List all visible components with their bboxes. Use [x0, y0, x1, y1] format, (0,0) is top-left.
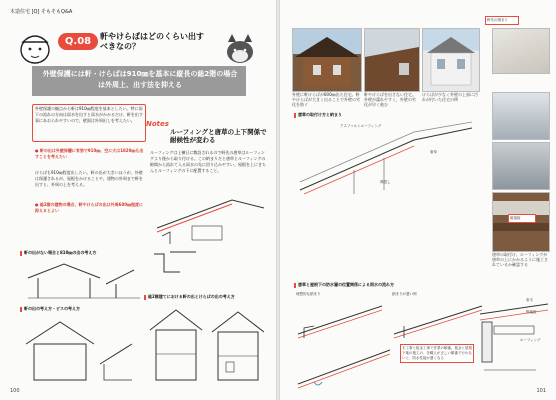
page-number-right: 101: [536, 388, 546, 394]
photo-caption-2: 軒やけらばを出さない住宅。外壁が濡れやすく、外壁の劣化が早く進む: [364, 92, 416, 107]
photo-caption-1: 外壁に軒けらばが800㎜出た住宅。軒やけらばが大きく出ることで外壁の劣化を防ぐ: [292, 92, 360, 107]
diagram-1-caption: 唐草の取付け方と納まり: [294, 112, 342, 118]
label-asphalt-roofing: アスファルトルーフィング: [340, 124, 382, 128]
notes-label: Notes: [146, 120, 169, 128]
body-paragraph-1: 外壁保護の観点から軒は910㎜程度を基本としたい。特に雨下の流れの方向は雨水を出すと雨水がかかるだけ、軒を出す事にあおられやすいので、壁面は外周出しを考えたい。: [35, 106, 143, 123]
annotation-callout: 木工事と板金工事で作業の順番。板金と屋根下地の施工の、各職人が正しい順番で行わないと、防水性能が悪くなる: [400, 344, 474, 363]
figure-3-caption: 総2階建てにおける軒の出とけらばの出の考え方: [144, 294, 235, 300]
photo-callout-top: 軒先の納まり: [485, 16, 519, 25]
fascia-section-diagram: [476, 300, 552, 386]
good-flashing-diagram: [294, 298, 386, 342]
red-note-2: ● 総2階の建物の場合、軒やけらばの出は外周600㎜程度に抑えるとよい: [35, 202, 144, 213]
red-note-1: ● 軒の出は外壁保護に有効で910㎜、空に大は1820㎜も出すことを考えたい: [35, 148, 144, 159]
figure-2-caption: 軒の出の考え方・ピスの考え方: [20, 306, 80, 312]
eaves-screw-figure: [20, 314, 140, 386]
notes-title: ルーフィングと唐草の上下関係で耐候性が変わる: [170, 128, 267, 144]
roofing-layer-photo: [492, 142, 550, 190]
mascot-character-illustration: [14, 28, 56, 68]
answer-summary: 外壁保護には軒・けらばは910㎜を基本に縦長の総2階の場合は外周上、出す法を抑える: [42, 70, 238, 89]
photo-callout-mid: 破風板: [508, 214, 536, 223]
sub-caption-good: 理想的な納まり: [296, 292, 321, 296]
question-title: 軒やけらばはどのくらい出すべきなの？: [100, 32, 204, 51]
photo-caption-right: 唐草の取付け。ルーフィングが唐草の上にかかるように施工されているか確認する: [492, 252, 548, 267]
label-roofing: ルーフィング: [520, 338, 541, 342]
notes-body: ルーフィングは上棟日に敷設されるので軒先の唐草はルーフィングより後から取り付ける。この納まりだと唐草とルーフィングの隙間から流れて入る雨水の先に回り込みやすい。屋根を上にきちんとルーフィングの下に配置すること。: [150, 150, 266, 173]
house-photo-white: [422, 28, 480, 92]
two-story-house-figure: [146, 302, 272, 386]
drip-edge-installation-diagram: [294, 120, 478, 198]
fascia-detail-diagram: [150, 248, 200, 278]
page-number: 100: [10, 388, 20, 394]
diagram-2-caption: 唐草と屋根下の防水層の位置関係による雨水の流れ方: [294, 282, 394, 288]
roof-edge-diagram: [152, 188, 270, 248]
soffit-closeup-photo: [492, 28, 550, 74]
body-paragraph-2: けらばも910㎜程度出したい。軒の出が大きいほうが、外壁は保護されるが、屋根をかけることや、建物の外周まで軒を出すと、外周の上を考える。: [35, 170, 143, 187]
photo-caption-3: けらばが少なく外壁の上部に汚れが付いた住宅の例: [422, 92, 478, 102]
right-page: [280, 0, 556, 400]
eaves-projection-figure: [24, 258, 144, 300]
label-sheathing: 野地板: [526, 310, 537, 314]
roof-edge-photo: [492, 92, 550, 140]
eaves-waterflow-diagram: [294, 344, 394, 390]
label-drip-edge: 唐草: [430, 150, 437, 154]
running-header: 木造住宅 [Q] そもそもQ&A: [10, 9, 73, 15]
figure-1-caption: 軒の出がない場合と810㎜の出の考え方: [20, 250, 96, 256]
house-photo-siding: [364, 28, 420, 92]
label-fascia: 鼻隠し: [380, 180, 391, 184]
bad-flashing-diagram: [390, 298, 486, 342]
label-rafter: 垂木: [526, 298, 533, 302]
left-page: [0, 0, 276, 400]
house-photo-wood: [292, 28, 362, 92]
sub-caption-bad: 納まりが悪い例: [392, 292, 417, 296]
question-number-badge: Q.08: [58, 33, 98, 50]
